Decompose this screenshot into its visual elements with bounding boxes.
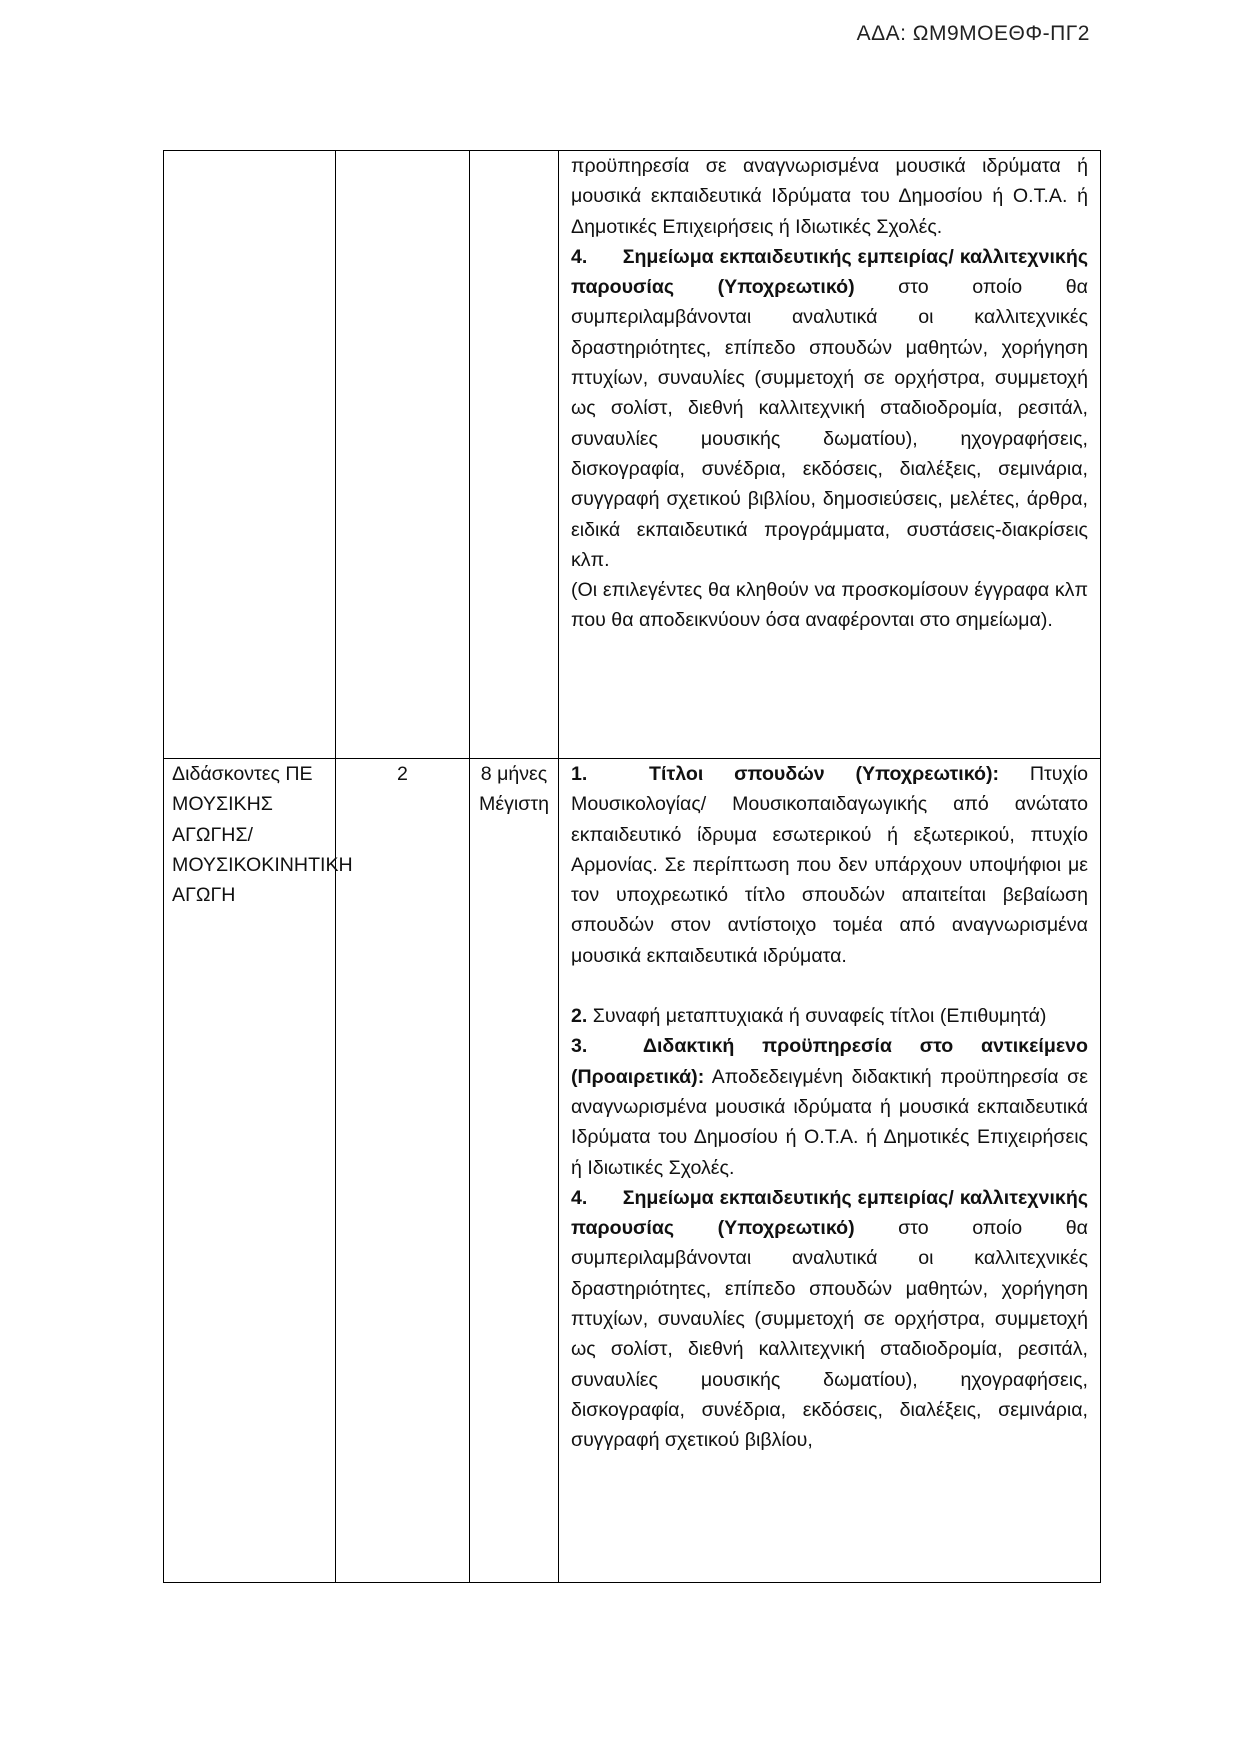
item-4-paragraph bbox=[571, 1183, 1088, 1456]
count-cell: 2 bbox=[336, 759, 470, 1583]
item-4-paragraph bbox=[571, 242, 1088, 575]
item-3-paragraph bbox=[571, 1031, 1088, 1182]
item-4-text: στο οποίο θα συμπεριλαμβάνονται αναλυτικά οι καλλιτεχνικές δραστηριότητες, επίπεδο σπουδών μαθητών, χορήγηση πτυχίων, συναυλίες (συμμετοχή σε ορχήστρα, συμμετοχή ως σολίστ, διεθνή καλλιτεχνική σταδιοδρομία, ρεσιτάλ, συναυλίες μουσικής δωματίου), ηχογραφήσεις, δισκογραφία, συνέδρια, εκδόσεις, διαλέξεις, σεμινάρια, συγγραφή σχετικού βιβλίου, bbox=[571, 1217, 1088, 1452]
item-2-paragraph bbox=[571, 1001, 1088, 1031]
duration-cell bbox=[470, 151, 559, 759]
qualifications-cell bbox=[559, 759, 1101, 1583]
table-row bbox=[164, 151, 1101, 759]
item-4-heading: Σημείωμα εκπαιδευτικής εμπειρίας/ καλλιτεχνικής παρουσίας (Υποχρεωτικό) bbox=[571, 1186, 1089, 1240]
paragraph-gap bbox=[571, 971, 1088, 1001]
ada-code: ΑΔΑ: ΩΜ9ΜΟΕΘΦ-ΠΓ2 bbox=[856, 22, 1090, 45]
item-1-heading: Τίτλοι σπουδών (Υποχρεωτικό): bbox=[649, 763, 1000, 785]
item-2-text: Συναφή μεταπτυχιακά ή συναφείς τίτλοι (Επιθυμητά) bbox=[587, 1005, 1047, 1028]
continuation-paragraph: προϋπηρεσία σε αναγνωρισμένα μουσικά ιδρύματα ή μουσικά εκπαιδευτικά Ιδρύματα του Δημοσίου ή Ο.Τ.Α. ή Δημοτικές Επιχειρήσεις ή Ιδιωτικές Σχολές. bbox=[571, 155, 1088, 238]
item-4-number: 4. bbox=[571, 1186, 588, 1209]
item-4-text: στο οποίο θα συμπεριλαμβάνονται αναλυτικά οι καλλιτεχνικές δραστηριότητες, επίπεδο σπουδών μαθητών, χορήγηση πτυχίων, συναυλίες (συμμετοχή σε ορχήστρα, συμμετοχή ως σολίστ, διεθνή καλλιτεχνική σταδιοδρομία, ρεσιτάλ, συναυλίες μουσικής δωματίου), ηχογραφήσεις, δισκογραφία, συνέδρια, εκδόσεις, διαλέξεις, σεμινάρια, συγγραφή σχετικού βιβλίου, δημοσιεύσεις, μελέτες, άρθρα, ειδικά εκπαιδευτικά προγράμματα, συστάσεις-διακρίσεις κλπ. bbox=[571, 276, 1088, 571]
specialty-cell: Διδάσκοντες ΠΕ ΜΟΥΣΙΚΗΣ ΑΓΩΓΗΣ/ ΜΟΥΣΙΚΟΚΙΝΗΤΙΚΗ ΑΓΩΓΗ bbox=[164, 759, 336, 1583]
item-3-text: Αποδεδειγμένη διδακτική προϋπηρεσία σε αναγνωρισμένα μουσικά ιδρύματα ή μουσικά εκπαιδευτικά Ιδρύματα του Δημοσίου ή Ο.Τ.Α. ή Δημοτικές Επιχειρήσεις ή Ιδιωτικές Σχολές. bbox=[571, 1065, 1088, 1179]
table-row bbox=[164, 759, 1101, 1583]
item-4-heading: Σημείωμα εκπαιδευτικής εμπειρίας/ καλλιτεχνικής παρουσίας (Υποχρεωτικό) bbox=[571, 245, 1089, 299]
item-2-number: 2. bbox=[571, 1005, 588, 1028]
item-3-number: 3. bbox=[571, 1035, 588, 1058]
item-4-number: 4. bbox=[571, 245, 588, 268]
specialty-cell bbox=[164, 151, 336, 759]
count-cell bbox=[336, 151, 470, 759]
item-1-paragraph bbox=[571, 759, 1088, 971]
item-1-text: Πτυχίο Μουσικολογίας/ Μουσικοπαιδαγωγικής από ανώτατο εκπαιδευτικό ίδρυμα εσωτερικού ή εξωτερικού, πτυχίο Αρμονίας. Σε περίπτωση που δεν υπάρχουν υποψήφιοι με τον υποχρεωτικό τίτλο σπουδών απαιτείται βεβαίωση σπουδών στον αντίστοιχο τομέα από αναγνωρισμένα μουσικά εκπαιδευτικά ιδρύματα. bbox=[571, 763, 1088, 967]
qualifications-cell bbox=[559, 151, 1101, 759]
duration-cell: 8 μήνες Μέγιστη bbox=[470, 759, 559, 1583]
requirements-table bbox=[163, 150, 1101, 1583]
item-3-heading: Διδακτική προϋπηρεσία στο αντικείμενο (Προαιρετικά): bbox=[571, 1035, 1088, 1088]
item-1-number: 1. bbox=[571, 763, 588, 785]
note-paragraph: (Οι επιλεγέντες θα κληθούν να προσκομίσουν έγγραφα κλπ που θα αποδεικνύουν όσα αναφέρονται στο σημείωμα). bbox=[571, 579, 1088, 632]
